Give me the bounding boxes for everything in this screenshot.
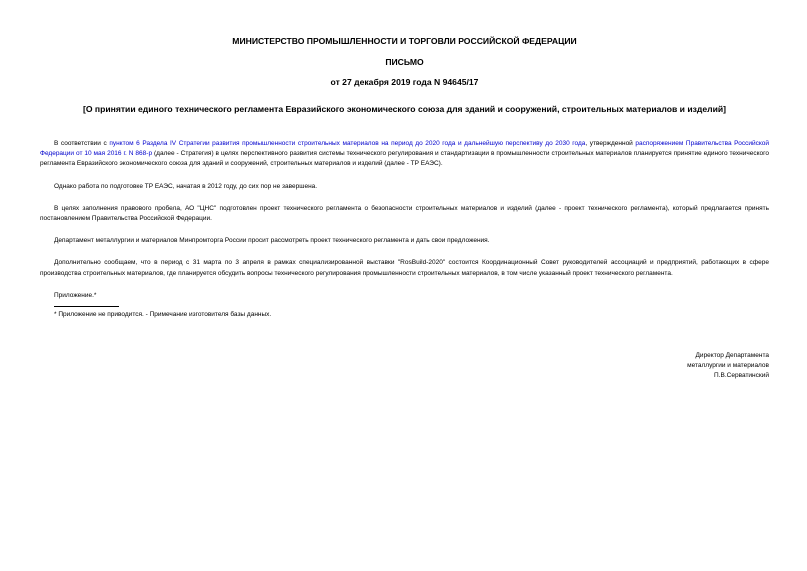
paragraph-draft-regulation: В целях заполнения правового пробела, АО "ЦНС" подготовлен проект технического регламента о безопасности строительных материалов и изделий (далее - проект технического регламента), который предлагается принять постановлением Правительства Российской Федерации. <box>40 204 769 223</box>
signatory-name: П.В.Серватинский <box>714 372 769 380</box>
paragraph-text: , утвержденной <box>585 140 636 147</box>
paragraph-text: В соответствии с <box>54 140 110 147</box>
signature-block <box>687 351 769 382</box>
document-subject: [О принятии единого технического регламента Евразийского экономического союза для зданий и сооружений, строительных материалов и изделий] <box>82 104 726 114</box>
document-type: ПИСЬМО <box>385 57 424 67</box>
signature-title-line1: Директор Департамента <box>695 352 769 359</box>
document-date-number: от 27 декабря 2019 года N 94645/17 <box>330 77 479 87</box>
letter-body <box>40 139 769 320</box>
paragraph-work-status: Однако работа по подготовке ТР ЕАЭС, начатая в 2012 году, до сих пор не завершена. <box>54 182 318 190</box>
paragraph-coordination-council: Дополнительно сообщаем, что в период с 31 марта по 3 апреля в рамках специализированной выставки "RosBuild-2020" состоится Координационный Совет руководителей ассоциаций и предприятий, работающих в сфере производства строительных материалов, где планируется обсудить вопросы технического регулирования промышленности строительных материалов, в том числе указанный проект технического регламента. <box>40 259 769 277</box>
footnote-separator <box>54 306 119 307</box>
paragraph-text: (далее - Стратегия) в целях перспективного развития системы технического регулирования и стандартизации в промышленности строительных материалов планируется принятие единого технического регламента Евразийского экономического союза для зданий и сооружений, строительных материалов и изделий (далее - ТР ЕАЭС). <box>40 150 769 168</box>
signature-title-line2: металлургии и материалов <box>687 362 769 370</box>
paragraph-request: Департамент металлургии и материалов Минпромторга России просит рассмотреть проект технического регламента и дать свои предложения. <box>54 237 490 245</box>
ministry-name: МИНИСТЕРСТВО ПРОМЫШЛЕННОСТИ И ТОРГОВЛИ РОССИЙСКОЙ ФЕДЕРАЦИИ <box>232 36 577 46</box>
paragraph-strategy <box>40 139 769 170</box>
footnote: * Приложение не приводится. - Примечание изготовителя базы данных. <box>54 311 272 319</box>
attachment-note: Приложение.* <box>54 291 97 299</box>
government-order-link[interactable]: распоряжением Правительства Российской Федерации от 10 мая 2016 г. N 868-р <box>40 140 770 158</box>
document-page <box>40 0 769 571</box>
strategy-link[interactable]: пунктом 6 Раздела IV Стратегии развития промышленности строительных материалов на период до 2020 года и дальнейшую перспективу до 2030 года <box>109 140 586 147</box>
